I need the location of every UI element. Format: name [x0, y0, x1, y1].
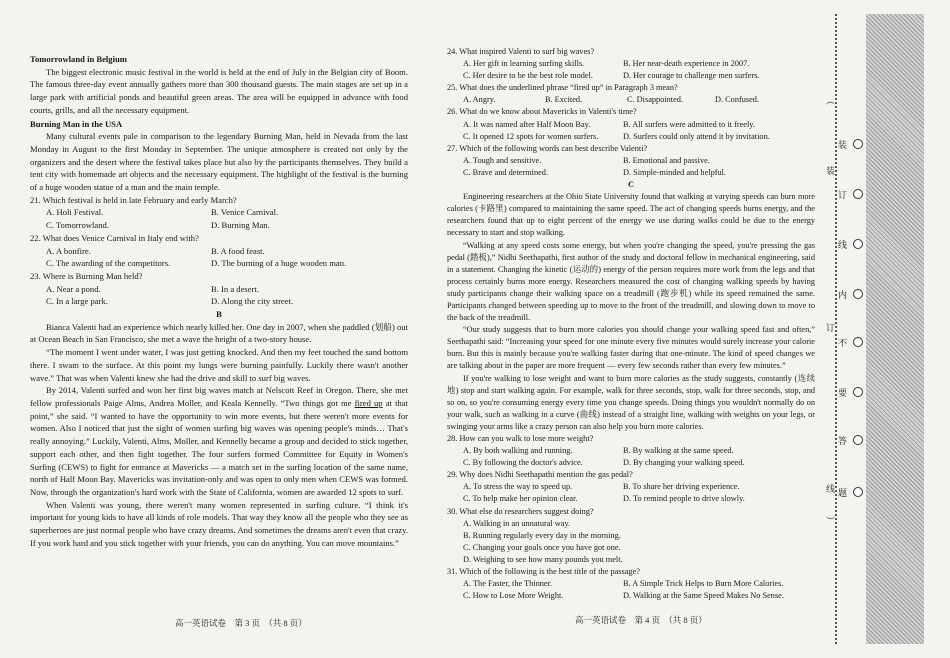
left-page [30, 52, 408, 549]
binding-hole-icon [853, 139, 863, 149]
question-29: 29. Why does Nidhi Seethapathi mention the gas pedal? [447, 470, 633, 480]
binding-margin [824, 14, 852, 644]
passage-paragraph: Many cultural events pale in comparison to the legendary Burning Man, held in Nevada from the last Monday in August to the first Monday in September. The unique atmosphere is created not only by the organizers and the desert where the festival takes place but also by the participants themselves. They build a tent city with homemade art objects and the necessary equipment. The highlight of the festival is the burning of a huge wooden statue of a man and the main temple. [30, 131, 408, 193]
passage-paragraph: The biggest electronic music festival in the world is held at the end of July in the Belgian city of Boom. The famous three-day event annually gathers more than 300 thousand guests. The main stages are set up in a large park with artificial ponds and beautiful green areas. The area will be equipped in advance with food courts, grills, and all the necessary equipment. [30, 66, 408, 115]
binding-char: 装 [838, 141, 848, 151]
question-28: 28. How can you walk to lose more weight? [447, 434, 594, 443]
scan-edge-hatch [866, 14, 924, 644]
binding-char: 订 [838, 191, 848, 201]
option: A. A bonfire. [46, 245, 91, 256]
question-25: 25. What does the underlined phrase “fired up” in Paragraph 3 mean? [447, 83, 678, 93]
option: A. By both walking and running. [463, 446, 573, 456]
question-24: 24. What inspired Valenti to surf big waves? [447, 47, 595, 56]
option: A. Holi Festival. [46, 207, 104, 218]
option: B. Venice Carnival. [211, 207, 279, 218]
option: A. It was named after Half Moon Bay. [463, 119, 591, 129]
option: C. To help make her opinion clear. [463, 494, 578, 504]
option: D. Confused. [715, 95, 760, 105]
option: B. Running regularly every day in the morning. [463, 530, 621, 540]
question-26: 26. What do we know about Mavericks in Valenti's time? [447, 107, 637, 117]
option: C. Brave and determined. [463, 167, 549, 177]
question-31: 31. Which of the following is the best title of the passage? [447, 567, 640, 577]
option: D. To remind people to drive slowly. [623, 494, 745, 504]
option: B. Her near-death experience in 2007. [623, 59, 750, 69]
option: D. Walking at the Same Speed Makes No Sense. [623, 591, 784, 601]
option: D. Surfers could only attend it by invitation. [623, 131, 770, 141]
option: B. A Simple Trick Helps to Burn More Calories. [623, 579, 784, 589]
option: D. Burning Man. [211, 220, 270, 231]
binding-char: 题 [838, 489, 848, 499]
section-label-c: C [628, 180, 634, 190]
passage-paragraph: If you're walking to lose weight and want to burn more calories as the study suggests, constantly (连续地) stop and start walking again. For example, walk for three seconds, stop, walk for three seconds, stop, and so on, so you're consuming energy every time you change speeds. Doing things you wouldn't normally do on your walk, such as walking in a curve (曲线) instead of a straight line, walking with weights on your legs, or swinging your arms like a crazy person can also help you burn more calories. [447, 373, 815, 431]
options-21 [30, 206, 408, 231]
option: D. Her courage to challenge men surfers. [623, 71, 760, 81]
dotted-cut-line [835, 14, 837, 644]
binding-hole-icon [853, 487, 863, 497]
passage-paragraph: When Valenti was young, there weren't many women represented in surfing culture. “I think it's important for young kids to have all kinds of role models. That way they know all the people who they see as superheroes are just normal people who have crazy dreams. And sometimes the dreams aren't even that crazy. If you work hard and you stick together with your friends, you can do anything. You can move mountains.” [30, 499, 408, 548]
passage-paragraph: “The moment I went under water, I was just getting knocked. And then my feet touched the sand bottom there. I swam to the surface. At this point my lungs were burning painfully. Luckily there wasn't another wave.” That was when Valenti knew she had the drive and skill to surf big waves. [30, 347, 408, 383]
option: D. Simple-minded and helpful. [623, 167, 727, 177]
option: A. Near a pond. [46, 283, 101, 294]
option: C. Her desire to be the best role model. [463, 71, 593, 81]
options-27 [447, 155, 815, 179]
options-24 [447, 58, 815, 82]
option: C. By following the doctor's advice. [463, 458, 583, 468]
option: C. Changing your goals once you have got one. [463, 542, 621, 552]
question-22: 22. What does Venice Carnival in Italy end with? [30, 232, 199, 243]
passage-heading: Tomorrowland in Belgium [30, 54, 127, 64]
options-29 [447, 481, 815, 505]
question-30: 30. What else do researchers suggest doing? [447, 506, 594, 516]
option: D. Weighing to see how many pounds you melt. [463, 554, 623, 564]
passage-heading: Burning Man in the USA [30, 118, 123, 129]
option: B. A food feast. [211, 245, 265, 256]
option: B. By walking at the same speed. [623, 446, 734, 456]
option: A. Angry. [463, 95, 496, 105]
binding-hole-icon [853, 239, 863, 249]
passage-paragraph: Engineering researchers at the Ohio State University found that walking at varying speeds can burn more calories (卡路里) compared to maintaining the same speed. The act of changing speeds burns energy, and the researchers found that up to eight percent of the energy we use during walks could be due to the energy necessary to start and stop walking. [447, 192, 815, 238]
passage-paragraph: “Our study suggests that to burn more calories you should change your walking speed fast and often,” Seethapathi said: “Increasing your speed for one minute every five minutes would surely increase your calorie burn. But this is mainly because you're walking faster during that one-minute. The kind of speed changes we are talking about in the paper are more frequent — every few seconds rather than every few minutes.” [447, 325, 815, 371]
option: D. By changing your walking speed. [623, 458, 745, 468]
option: C. The awarding of the competitors. [46, 258, 171, 269]
options-25 [447, 94, 815, 106]
passage-paragraph [30, 384, 408, 498]
option: A. Tough and sensitive. [463, 155, 542, 165]
option: A. The Faster, the Thinner. [463, 579, 552, 589]
options-23 [30, 283, 408, 308]
binding-paren: ︵ [826, 97, 836, 107]
option: C. In a large park. [46, 296, 108, 307]
option: C. Tomorrowland. [46, 220, 109, 231]
binding-hole-icon [853, 337, 863, 347]
options-26 [447, 119, 815, 143]
option: A. Walking in an unnatural way. [463, 518, 571, 528]
option: B. To share her driving experience. [623, 482, 740, 492]
option: D. Along the city street. [211, 296, 294, 307]
options-30 [447, 518, 815, 566]
passage-paragraph: Bianca Valenti had an experience which nearly killed her. One day in 2007, when she paddled (划船) out at Ocean Beach in San Francisco, she met a wave the height of a two-story house. [30, 321, 408, 345]
binding-hole-icon [853, 435, 863, 445]
options-22 [30, 245, 408, 270]
binding-side-label: 线 [826, 485, 836, 495]
text-segment: at that point,” she said. “I wanted to have the opportunity to win more events, but there weren't more events for women. Also I noticed that just the sight of women surfing big waves was opening people's minds… That's really annoying.” Luckily, Valenti, Alms, Moller, and Kennelly became a group and decided to stick together, support each other, and then fight together. The four surfers formed Committee for Equity in Women's Surfing (CEWS) to fight for entrance at Mavericks — a match set in the surfing location of the same name, north of Half Moon Bay. Mavericks was invitation-only and was open to only men when CEWS was formed. Now, through the organization's hard work with the State of California, women are awarded 12 spots to surf. [30, 397, 408, 497]
page-footer: 高一英语试卷 第 4 页 （共 8 页） [575, 615, 707, 625]
option: B. All surfers were admitted to it freely. [623, 119, 755, 129]
question-23: 23. Where is Burning Man held? [30, 270, 143, 281]
option: A. Her gift in learning surfing skills. [463, 59, 585, 69]
option: A. To stress the way to speed up. [463, 482, 573, 492]
section-label-b: B [216, 309, 222, 320]
binding-paren: ︶ [826, 517, 836, 527]
binding-char: 内 [838, 291, 848, 301]
page-footer: 高一英语试卷 第 3 页 （共 8 页） [175, 618, 307, 628]
option: B. Excited. [545, 95, 583, 105]
binding-char: 答 [838, 437, 848, 447]
option: B. In a desert. [211, 283, 259, 294]
binding-char: 要 [838, 389, 848, 399]
binding-hole-icon [853, 189, 863, 199]
binding-hole-icon [853, 387, 863, 397]
option: B. Emotional and passive. [623, 155, 710, 165]
question-21: 21. Which festival is held in late February and early March? [30, 194, 237, 205]
option: C. How to Lose More Weight. [463, 591, 564, 601]
binding-hole-icon [853, 289, 863, 299]
option: D. The burning of a huge wooden man. [211, 258, 347, 269]
option: C. It opened 12 spots for women surfers. [463, 131, 599, 141]
question-27: 27. Which of the following words can best describe Valenti? [447, 143, 648, 153]
underlined-phrase: fired up [354, 397, 383, 408]
binding-char: 线 [838, 241, 848, 251]
binding-char: 不 [838, 339, 848, 349]
options-28 [447, 445, 815, 469]
option: C. Disappointed. [627, 95, 683, 105]
right-page [447, 46, 815, 602]
binding-side-label: 装 [826, 167, 836, 177]
text-segment: By 2014, Valenti surfed and won her first big waves match at Nelscott Reef in Oregon. There, she met fellow professionals Paige Alms, Andrea Moller, and Keala Kennelly. “Two things got me [30, 385, 408, 408]
binding-side-label: 订 [826, 324, 836, 334]
passage-paragraph: “Walking at any speed costs some energy, but when you're changing the speed, you're pressing the gas pedal (踏板),” Nidhi Seethapathi, first author of the study and doctoral fellow in mechanical engineering, said in a statement. Changing the kinetic (运动的) energy of the person requires more work from the legs and that process certainly burns more energy. Researchers measured the cost of changing walking speeds by having study participants change their walking space on a treadmill (跑步机) while its speed remained the same. Participants changed between speeding up to move to the front of the treadmill, and slowing down to move to the back of the treadmill. [447, 240, 815, 323]
options-31 [447, 578, 815, 602]
